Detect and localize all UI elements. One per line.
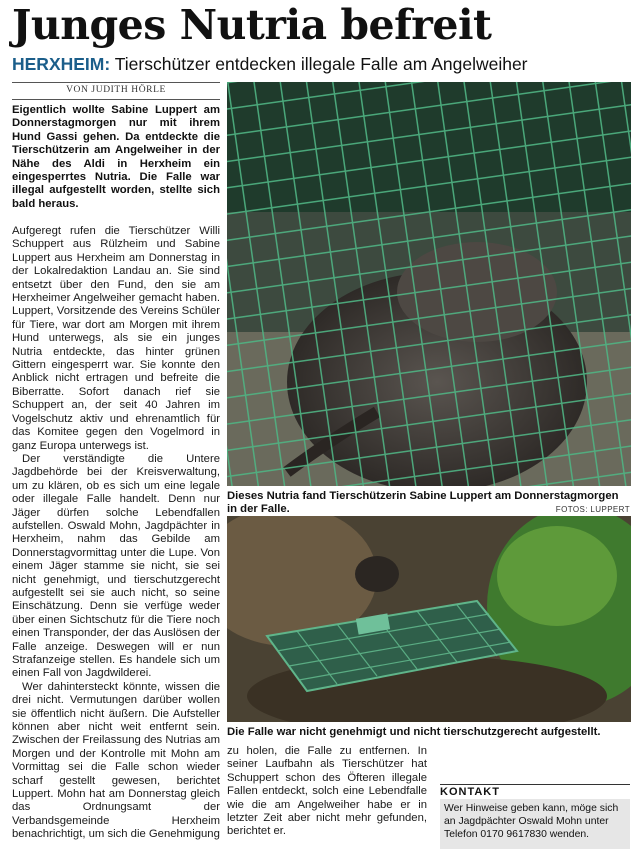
kontakt-box [440,799,630,849]
article-column-3 [440,745,630,781]
photo-nutria-in-cage [227,82,631,486]
subheadline [12,53,637,75]
photo-trap-in-bushes [227,516,631,722]
headline: Junges Nutria befreit [12,1,492,49]
trap-illustration [227,516,631,722]
subheadline-text: Tierschützer entdecken illegale Falle am Angelweiher [114,54,528,74]
photo-credit: FOTOS: LUPPERT [555,505,630,514]
paragraph-1: Aufgeregt rufen die Tierschützer Willi Schuppert aus Rülzheim und Sabine Luppert aus Herxheim am Donnerstag in der Lokalredaktion Landau an. Sie sind entsetzt über den Fund, den sie am Herxheimer Angelweiher gemacht haben. Luppert, Vorsitzende des Vereins Schüler für Tiere, war dort am Morgen mit ihrem Hund unterwegs, als sie ein junges Nutria entdeckte, das hinter grünen Gittern eingesperrt war. Sie konnte den Anblick nicht ertragen und befreite die Biberratte. Sofort danach rief sie Schuppert an, der seit 40 Jahren im Vogelschutz aktiv und ehrenamtlich für das Komitee gegen den Vogelmord in ganz Europa unterwegs ist. [12,225,220,452]
article-column-2 [227,745,427,849]
article-column-1 [12,225,220,847]
photo-2-caption: Die Falle war nicht genehmigt und nicht tierschutzgerecht aufgestellt. [227,726,601,738]
paragraph-3: Wer dahintersteckt könnte, wissen die drei nicht. Vermutungen darüber wollen sie öffentlich nicht äußern. Die Aufsteller können aber nicht weit entfernt sein. Zwischen der Freilassung des Nutrias am Morgen und der Kontrolle mit Mohn am Vormittag sei die Falle schon wieder scharf gestellt gewesen, berichtet Luppert. Mohn hat am Donnerstag gleich das Ordnungsamt der Verbandsgemeinde Herxheim benachrichtigt, um sich die Genehmigung [12,680,220,841]
byline-rule-top [12,82,220,83]
lead-paragraph: Eigentlich wollte Sabine Luppert am Donnerstagmorgen nur mit ihrem Hund Gassi gehen. Da entdeckte die Tierschützerin am Angelweiher in der Nähe des Aldi in Herxheim ein eingesperrtes Nutria. Die Falle war illegal aufgestellt worden, stellte sich bald heraus. [12,104,220,210]
byline-rule-bottom [12,99,220,100]
kontakt-text: Wer Hinweise geben kann, möge sich an Jagdpächter Oswald Mohn unter Telefon 0170 9617830 wenden. [444,803,619,840]
paragraph-3-continued: zu holen, die Falle zu entfernen. In seiner Laufbahn als Tierschützer hat Schuppert schon des Öfteren illegale Fallen entdeckt, solch eine Lebendfalle wie die am Angelweiher habe er in letzter Zeit aber nicht mehr gefunden, berichtet er. [227,745,427,838]
nutria-cage-illustration [227,82,631,486]
paragraph-2: Der verständigte die Untere Jagdbehörde bei der Kreisverwaltung, um zu klären, ob es sich um eine legale oder illegale Falle handelt. Denn nur Jäger dürfen solche Lebendfallen aufstellen. Oswald Mohn, Jagdpächter in Herxheim, nahm das Gebilde am Donnerstagvormittag unter die Lupe. Von einem Jäger stamme sie nicht, sie sei nicht genehmigt, und tierschutzgerecht aufgestellt sei sie auch nicht, so seine Einschätzung. Denn sie verfüge weder über einen Sichtschutz für die Tiere noch einen Transponder, der das Auslösen der Falle anzeige. Deswegen will er nun Strafanzeige stellen. Es handele sich um einen Fall von Jagdwilderei. [12,452,220,680]
byline: VON JUDITH HÖRLE [66,85,166,95]
photo-1-caption: Dieses Nutria fand Tierschützerin Sabine Luppert am Donnerstagmorgen in der Falle. [227,490,619,516]
subheadline-place: HERXHEIM: [12,54,111,74]
kontakt-heading: KONTAKT [440,784,630,798]
